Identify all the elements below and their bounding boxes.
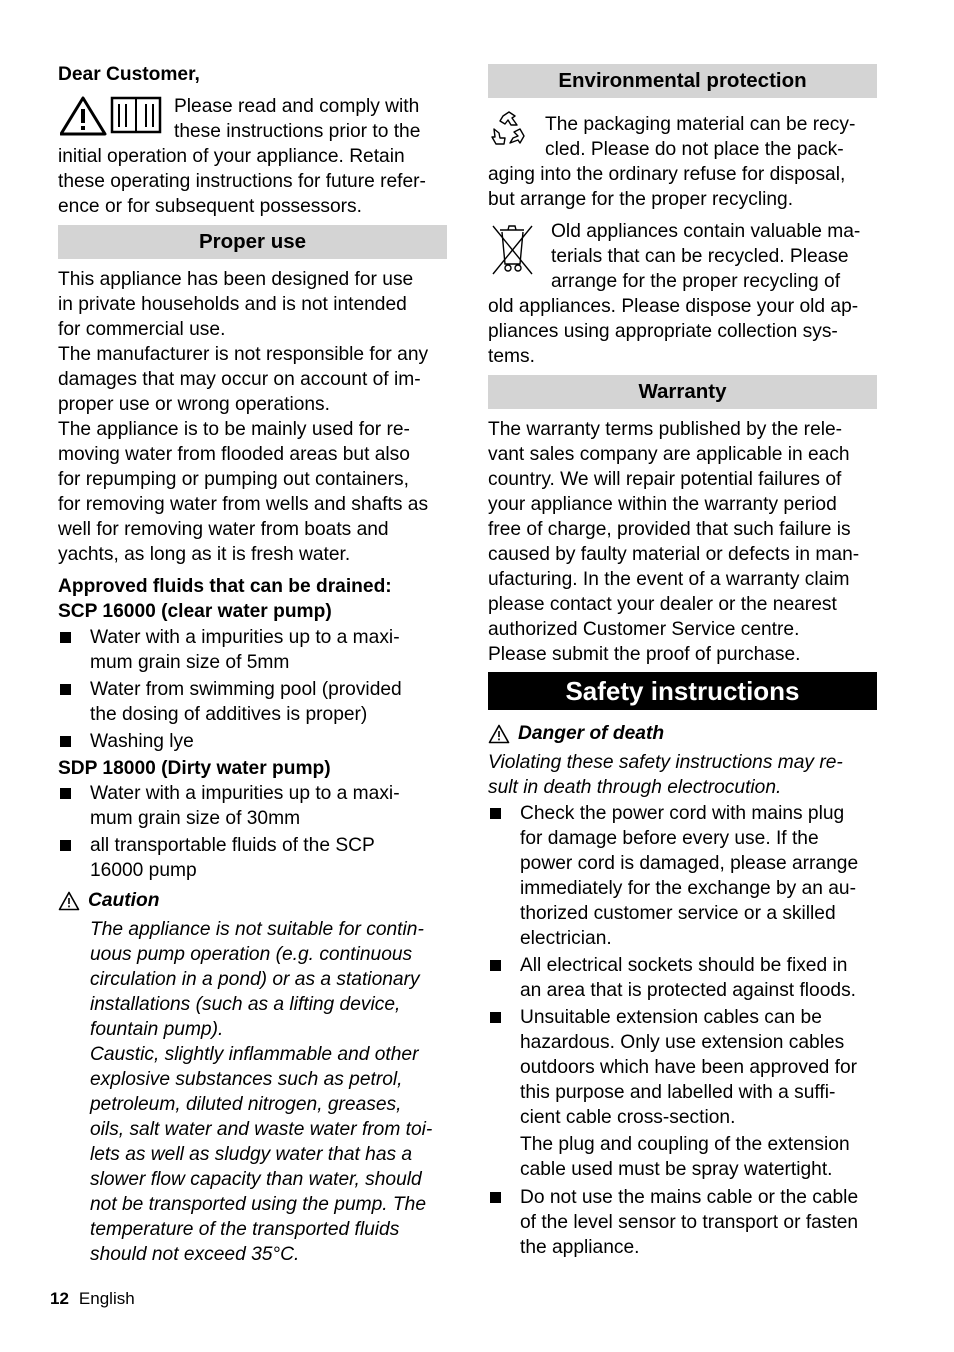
danger-body xyxy=(488,750,880,800)
list-item xyxy=(58,625,450,675)
intro-rest-lines xyxy=(58,144,450,219)
environment-heading: Environmental protection xyxy=(488,64,877,98)
text-line: damages that may occur on account of im- xyxy=(58,369,421,390)
page-footer xyxy=(50,1288,135,1310)
text-line: installations (such as a lifting device, xyxy=(90,994,401,1015)
proper-use-text xyxy=(58,267,450,567)
text-line: moving water from flooded areas but also xyxy=(58,444,410,465)
footer-language: English xyxy=(78,1289,135,1308)
text-line: The plug and coupling of the extension xyxy=(520,1134,850,1155)
warranty-heading: Warranty xyxy=(488,375,877,409)
item-line: the appliance. xyxy=(520,1237,640,1258)
text-line: fountain pump). xyxy=(90,1019,224,1040)
item-line: outdoors which have been approved for xyxy=(520,1057,858,1078)
text-line: The warranty terms published by the rele- xyxy=(488,419,843,440)
text-line: terials that can be recycled. Please xyxy=(551,246,849,267)
sdp-title: SDP 18000 (Dirty water pump) xyxy=(58,758,331,779)
text-line: for repumping or pumping out containers, xyxy=(58,469,409,490)
text-line: caused by faulty material or defects in man- xyxy=(488,544,860,565)
text-line: Caustic, slightly inflammable and other xyxy=(90,1044,419,1065)
text-line: The manufacturer is not responsible for any xyxy=(58,344,429,365)
item-line: mum grain size of 30mm xyxy=(90,808,301,829)
text-line: should not exceed 35°C. xyxy=(90,1244,300,1265)
page-number: 12 xyxy=(50,1289,69,1308)
item-line: All electrical sockets should be fixed in xyxy=(520,955,848,976)
list-item xyxy=(488,801,880,951)
intro-line: Please read and comply with xyxy=(174,96,420,117)
text-line: authorized Customer Service centre. xyxy=(488,619,800,640)
text-line: slower flow capacity than water, should xyxy=(90,1169,422,1190)
text-line: lets as well as sludgy water that has a xyxy=(90,1144,413,1165)
text-line: Old appliances contain valuable ma- xyxy=(551,221,861,242)
item-line: the dosing of additives is proper) xyxy=(90,704,368,725)
item-line: for damage before every use. If the xyxy=(520,828,819,849)
item-line: 16000 pump xyxy=(90,860,197,881)
list-item xyxy=(488,1185,880,1260)
item-line: this purpose and labelled with a suffi- xyxy=(520,1082,836,1103)
intro-line: these instructions prior to the xyxy=(174,121,421,142)
text-line: The appliance is to be mainly used for re- xyxy=(58,419,410,440)
text-line: old appliances. Please dispose your old ap- xyxy=(488,296,859,317)
item-line: power cord is damaged, please arrange xyxy=(520,853,859,874)
list-item xyxy=(58,781,450,831)
text-line: uous pump operation (e.g. continuous xyxy=(90,944,413,965)
text-line: tems. xyxy=(488,346,535,367)
text-line: circulation in a pond) or as a stationary xyxy=(90,969,420,990)
text-line: ufacturing. In the event of a warranty claim xyxy=(488,569,850,590)
text-line: please contact your dealer or the nearest xyxy=(488,594,837,615)
text-line: cled. Please do not place the pack- xyxy=(545,139,844,160)
text-line: explosive substances such as petrol, xyxy=(90,1069,403,1090)
packaging-rest-lines xyxy=(488,162,880,212)
warranty-text xyxy=(488,417,880,667)
crossed-bin-icon xyxy=(490,220,538,278)
warning-triangle-icon xyxy=(488,724,510,744)
text-line: for removing water from wells and shafts as xyxy=(58,494,429,515)
text-line: vant sales company are applicable in each xyxy=(488,444,850,465)
item-line: Do not use the mains cable or the cable xyxy=(520,1187,859,1208)
text-line: The appliance is not suitable for contin- xyxy=(90,919,424,940)
item-line: hazardous. Only use extension cables xyxy=(520,1032,845,1053)
fluids-title xyxy=(58,574,450,624)
danger-text: Danger of death xyxy=(518,723,665,744)
text-line: in private households and is not intended xyxy=(58,294,407,315)
text-line: for commercial use. xyxy=(58,319,226,340)
appliance-first-lines xyxy=(551,219,886,294)
list-item xyxy=(58,677,450,727)
recycle-icon xyxy=(488,110,530,152)
text-line: your appliance within the warranty period xyxy=(488,494,837,515)
text-line: not be transported using the pump. The xyxy=(90,1194,426,1215)
text-line: yachts, as long as it is fresh water. xyxy=(58,544,351,565)
warning-triangle-icon xyxy=(58,891,80,911)
extension-note xyxy=(520,1132,882,1182)
item-line: mum grain size of 5mm xyxy=(90,652,290,673)
list-item xyxy=(488,1005,880,1130)
item-line: thorized customer service or a skilled xyxy=(520,903,836,924)
greeting: Dear Customer, xyxy=(58,64,200,85)
caution-text: Caution xyxy=(88,890,160,911)
caution-label xyxy=(58,888,159,913)
caution-body xyxy=(90,917,452,1267)
item-line: Water from swimming pool (provided xyxy=(90,679,402,700)
text-line: sult in death through electrocution. xyxy=(488,777,782,798)
text-line: proper use or wrong operations. xyxy=(58,394,330,415)
intro-line: these operating instructions for future refer- xyxy=(58,171,426,192)
text-line: cable used must be spray watertight. xyxy=(520,1159,833,1180)
intro-line: ence or for subsequent possessors. xyxy=(58,196,362,217)
list-item xyxy=(58,729,450,754)
intro-line: initial operation of your appliance. Retain xyxy=(58,146,405,167)
item-line: of the level sensor to transport or fasten xyxy=(520,1212,859,1233)
text-line: temperature of the transported fluids xyxy=(90,1219,400,1240)
safety-list-continued xyxy=(488,1185,880,1262)
text-line: Violating these safety instructions may re- xyxy=(488,752,843,773)
proper-use-heading: Proper use xyxy=(58,225,447,259)
text-line: free of charge, provided that such failure is xyxy=(488,519,851,540)
safety-list xyxy=(488,801,880,1132)
danger-label xyxy=(488,721,664,746)
text-line: The packaging material can be recy- xyxy=(545,114,856,135)
fluids-title-line: Approved fluids that can be drained: xyxy=(58,576,392,597)
text-line: pliances using appropriate collection sys- xyxy=(488,321,838,342)
scp-title: SCP 16000 (clear water pump) xyxy=(58,601,332,622)
text-line: petroleum, diluted nitrogen, greases, xyxy=(90,1094,402,1115)
text-line: well for removing water from boats and xyxy=(58,519,389,540)
list-item xyxy=(488,953,880,1003)
intro-first-lines xyxy=(174,94,454,144)
item-line: Water with a impurities up to a maxi- xyxy=(90,783,400,804)
item-line: cient cable cross-section. xyxy=(520,1107,736,1128)
scp-fluid-list xyxy=(58,625,450,756)
safety-heading: Safety instructions xyxy=(488,672,877,710)
text-line: country. We will repair potential failures of xyxy=(488,469,842,490)
item-line: Check the power cord with mains plug xyxy=(520,803,845,824)
text-line: Please submit the proof of purchase. xyxy=(488,644,801,665)
text-line: oils, salt water and waste water from toi- xyxy=(90,1119,433,1140)
list-item xyxy=(58,833,450,883)
item-line: an area that is protected against floods. xyxy=(520,980,856,1001)
item-line: immediately for the exchange by an au- xyxy=(520,878,856,899)
text-line: This appliance has been designed for use xyxy=(58,269,414,290)
appliance-rest-lines xyxy=(488,294,880,369)
text-line: aging into the ordinary refuse for disposal, xyxy=(488,164,846,185)
item-line: Water with a impurities up to a maxi- xyxy=(90,627,400,648)
text-line: but arrange for the proper recycling. xyxy=(488,189,794,210)
text-line: arrange for the proper recycling of xyxy=(551,271,841,292)
packaging-first-lines xyxy=(545,112,885,162)
item-line: electrician. xyxy=(520,928,612,949)
item-line: Washing lye xyxy=(90,731,194,752)
sdp-fluid-list xyxy=(58,781,450,885)
item-line: all transportable fluids of the SCP xyxy=(90,835,375,856)
manual-book-icon xyxy=(110,96,162,136)
item-line: Unsuitable extension cables can be xyxy=(520,1007,822,1028)
